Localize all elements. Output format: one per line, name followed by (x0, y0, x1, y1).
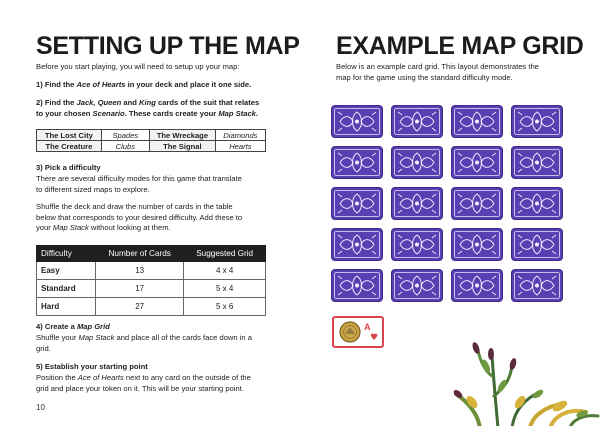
step-5-line: next to any card on the outside of the (123, 373, 251, 382)
card-back[interactable] (332, 229, 382, 260)
card-back[interactable] (332, 106, 382, 137)
step-2 (36, 98, 259, 119)
scenario-name: The Wreckage (149, 130, 215, 141)
grid-size: 4 x 4 (184, 262, 266, 280)
step-5-heading: 5) Establish your starting point (36, 362, 148, 371)
card-back[interactable] (392, 188, 442, 219)
step-4-heading-part: Map Grid (76, 322, 110, 331)
table-row (37, 298, 266, 316)
column-header: Number of Cards (96, 246, 184, 262)
step-4-line: Shuffle your (36, 333, 79, 342)
step-3-para-1 (36, 174, 242, 195)
table-row (37, 130, 266, 141)
table-row (37, 262, 266, 280)
step-5-para (36, 373, 251, 394)
card-back[interactable] (452, 106, 502, 137)
example-description (336, 62, 539, 83)
step-2-part: Jack, Queen (76, 98, 122, 107)
step-2-part: and (121, 98, 139, 107)
step-2-part: Scenario (92, 108, 125, 118)
step-4-line: Map Stack (78, 333, 115, 342)
step-4-line: grid. (36, 343, 51, 353)
difficulty-table (36, 245, 266, 316)
step-2-part: . These cards create your (124, 108, 219, 118)
card-back[interactable] (512, 188, 562, 219)
scenario-name: The Signal (149, 141, 215, 152)
page-number: 10 (36, 403, 45, 412)
ace-rank: A (364, 322, 371, 332)
step-2-part: 2) Find the (36, 98, 77, 107)
card-back[interactable] (452, 188, 502, 219)
page-title-left: SETTING UP THE MAP (36, 32, 300, 60)
table-row (37, 141, 266, 152)
step-2-part: cards of the suit that relates (155, 98, 260, 107)
step-1-text: 1) Find the Ace of Hearts in your deck and place it one side. (36, 80, 252, 89)
step-2-part: to your chosen (36, 108, 93, 118)
card-back[interactable] (332, 270, 382, 301)
description-line: Below is an example card grid. This layout demonstrates the (336, 62, 539, 71)
card-back[interactable] (512, 106, 562, 137)
ace-card-art (334, 318, 382, 346)
step-5-line: grid and place your token on it. This will be your starting point. (36, 383, 244, 393)
step-3-heading: 3) Pick a difficulty (36, 163, 101, 172)
card-count: 17 (96, 280, 184, 298)
card-count: 13 (96, 262, 184, 280)
step-3-line: without looking at them. (88, 223, 171, 233)
step-4-heading (36, 322, 110, 333)
left-page (0, 0, 300, 425)
step-5-line: Position the (36, 373, 78, 382)
step-2-part: King (138, 98, 156, 107)
card-back[interactable] (512, 270, 562, 301)
grid-size: 5 x 6 (184, 298, 266, 316)
step-2-part: Map Stack (218, 108, 256, 118)
card-back[interactable] (332, 188, 382, 219)
card-back[interactable] (512, 229, 562, 260)
column-header: Difficulty (37, 246, 96, 262)
step-1 (36, 80, 251, 91)
difficulty-level: Standard (37, 280, 96, 298)
scenario-name: The Creature (37, 141, 102, 152)
card-back[interactable] (452, 147, 502, 178)
ace-of-hearts-card[interactable] (332, 316, 384, 348)
card-back[interactable] (392, 106, 442, 137)
step-2-part: . (255, 108, 259, 118)
card-back[interactable] (392, 147, 442, 178)
scenario-suit: Diamonds (215, 130, 265, 141)
card-back[interactable] (332, 147, 382, 178)
card-back[interactable] (392, 270, 442, 301)
step-3-line: to different sized maps to explore. (36, 184, 150, 194)
scenario-suit: Spades (101, 130, 149, 141)
plant-illustration (450, 336, 600, 426)
grid-size: 5 x 4 (184, 280, 266, 298)
description-line: map for the game using the standard difficulty mode. (336, 72, 513, 82)
step-3-line: There are several difficulty modes for this game that translate (36, 174, 242, 183)
step-3-line: below that corresponds to your desired difficulty. Add these to (36, 212, 243, 222)
table-row (37, 280, 266, 298)
step-4-heading-part: 4) Create a (36, 322, 77, 331)
step-3-line: your (36, 223, 53, 233)
card-back[interactable] (452, 229, 502, 260)
step-3-line: Map Stack (52, 223, 89, 233)
scenario-suit: Clubs (101, 141, 149, 152)
card-count: 27 (96, 298, 184, 316)
column-header: Suggested Grid (184, 246, 266, 262)
table-header-row (37, 246, 266, 262)
scenario-name: The Lost City (37, 130, 102, 141)
page-title-right: EXAMPLE MAP GRID (336, 32, 584, 60)
heart-suit-icon: ♥ (370, 333, 379, 343)
card-back[interactable] (512, 147, 562, 178)
card-back[interactable] (452, 270, 502, 301)
step-3-para-2 (36, 202, 242, 234)
step-3-line: Shuffle the deck and draw the number of cards in the table (36, 202, 233, 211)
difficulty-level: Hard (37, 298, 96, 316)
step-4-line: and place all of the cards face down in a (114, 333, 252, 342)
card-back[interactable] (392, 229, 442, 260)
intro-text: Before you start playing, you will need to setup up your map: (36, 62, 240, 71)
scenario-suit: Hearts (215, 141, 265, 152)
step-5-line: Ace of Hearts (77, 373, 124, 382)
difficulty-level: Easy (37, 262, 96, 280)
scenario-table (36, 129, 266, 152)
step-4-para (36, 333, 252, 354)
